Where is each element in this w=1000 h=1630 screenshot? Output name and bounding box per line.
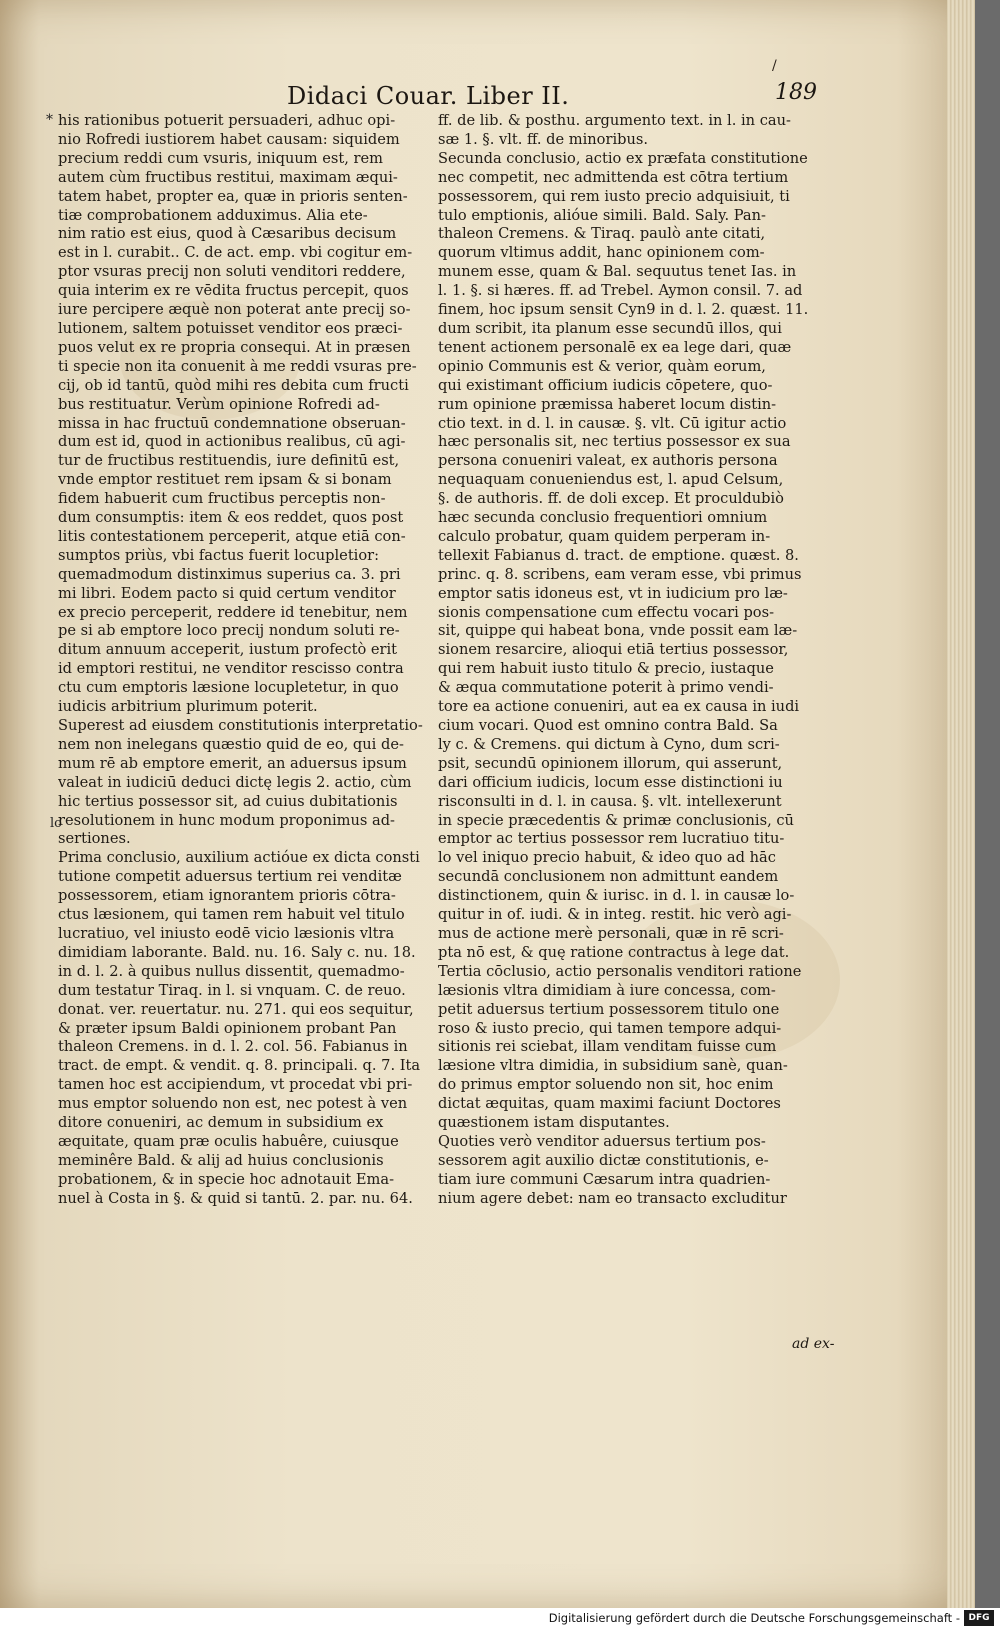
text-line: roso & iusto precio, qui tamen tempore adqui- bbox=[438, 1019, 782, 1037]
text-line: qui existimant officium iudicis cōpetere, quo- bbox=[438, 376, 773, 394]
text-line: emptor satis idoneus est, vt in iudicium pro læ- bbox=[438, 584, 788, 602]
text-line: rum opinione præmissa haberet locum distin- bbox=[438, 395, 777, 413]
text-line: mus emptor soluendo non est, nec potest à ven bbox=[58, 1095, 408, 1113]
text-line: puos velut ex re propria consequi. At in præsen bbox=[58, 338, 411, 356]
text-line: petit aduersus tertium possessorem titulo one bbox=[438, 1000, 780, 1018]
text-line: possessorem, etiam ignorantem prioris cōtra- bbox=[58, 887, 396, 905]
text-line: nem non inelegans quæstio quid de eo, qui de- bbox=[58, 735, 404, 753]
text-line: fidem habuerit cum fructibus perceptis non- bbox=[58, 490, 386, 508]
footer-credit: Digitalisierung gefördert durch die Deutsche Forschungsgemeinschaft - bbox=[548, 1611, 960, 1625]
dfg-logo: DFG bbox=[964, 1610, 994, 1626]
text-line: tamen hoc est accipiendum, vt procedat vbi pri- bbox=[58, 1076, 413, 1094]
text-line: dictat æquitas, quam maximi faciunt Doctores bbox=[438, 1095, 781, 1113]
text-line: sionis compensatione cum effectu vocari pos- bbox=[438, 603, 774, 621]
text-line: pe si ab emptore loco precij nondum soluti re- bbox=[58, 622, 400, 640]
text-line: ex precio perceperit, reddere id tenebitur, nem bbox=[58, 603, 408, 621]
text-line: tenent actionem personalē ex ea lege dari, quæ bbox=[438, 338, 792, 356]
text-line: quorum vltimus addit, hanc opinionem com- bbox=[438, 244, 765, 262]
text-line: munem esse, quam & Bal. sequutus tenet Ias. in bbox=[438, 263, 797, 281]
text-line: Prima conclusio, auxilium actióue ex dicta consti bbox=[58, 849, 420, 867]
text-line: nuel à Costa in §. & quid si tantū. 2. par. nu. 64. bbox=[58, 1189, 413, 1207]
text-line: tulo emptionis, alióue simili. Bald. Saly. Pan- bbox=[438, 206, 766, 224]
text-line: & præter ipsum Baldi opinionem probant Pan bbox=[58, 1019, 397, 1037]
text-line: tiam iure communi Cæsarum intra quadrien- bbox=[438, 1170, 771, 1188]
text-line: lutionem, saltem potuisset venditor eos præci- bbox=[58, 319, 403, 337]
text-line: dum scribit, ita planum esse secundū illos, qui bbox=[438, 319, 782, 337]
text-line: cij, ob id tantū, quòd mihi res debita cum fructi bbox=[58, 376, 409, 394]
text-line: l. 1. §. si hæres. ff. ad Trebel. Aymon consil. 7. ad bbox=[438, 282, 803, 300]
text-line: precium reddi cum vsuris, iniquum est, rem bbox=[58, 149, 383, 167]
text-line: thaleon Cremens. in d. l. 2. col. 56. Fabianus in bbox=[58, 1038, 408, 1056]
text-line: quitur in of. iudi. & in integ. restit. hic verò agi- bbox=[438, 906, 792, 924]
text-line: tiæ comprobationem adduximus. Alia ete- bbox=[58, 206, 368, 224]
page-number: 189 bbox=[775, 80, 817, 105]
text-line: ditum annuum acceperit, iustum profectò erit bbox=[58, 641, 398, 659]
text-line: quæstionem istam disputantes. bbox=[438, 1114, 670, 1132]
text-line: distinctionem, quin & iurisc. in d. l. in causæ lo- bbox=[438, 887, 795, 905]
text-line: sit, quippe qui habeat bona, vnde possit eam læ- bbox=[438, 622, 798, 640]
text-line: mi libri. Eodem pacto si quid certum venditor bbox=[58, 584, 396, 602]
text-line: iudicis arbitrium plurimum poterit. bbox=[58, 698, 318, 716]
text-line: tatem habet, propter ea, quæ in prioris senten- bbox=[58, 187, 408, 205]
text-line: lo vel iniquo precio habuit, & ideo quo ad hāc bbox=[438, 849, 776, 867]
text-line: tutione competit aduersus tertium rei venditæ bbox=[58, 868, 402, 886]
text-line: quia interim ex re vēdita fructus percepit, quos bbox=[58, 282, 409, 300]
text-line: ctu cum emptoris læsione locupletetur, in quo bbox=[58, 679, 399, 697]
text-line: mum rē ab emptore emerit, an aduersus ipsum bbox=[58, 754, 407, 772]
text-line: est in l. curabit.. C. de act. emp. vbi cogitur em- bbox=[58, 244, 413, 262]
text-line: iure percipere æquè non poterat ante precij so- bbox=[58, 301, 411, 319]
text-line: lucratiuo, vel iniusto eodē vicio læsionis vltra bbox=[58, 924, 395, 942]
text-line: possessorem, qui rem iusto precio adquisiuit, ti bbox=[438, 187, 790, 205]
text-line: thaleon Cremens. & Tiraq. paulò ante citati, bbox=[438, 225, 766, 243]
text-line: litis contestationem perceperit, atque etiā con- bbox=[58, 527, 406, 545]
text-line: do primus emptor soluendo non sit, hoc enim bbox=[438, 1076, 774, 1094]
text-line: ditore conueniri, ac demum in subsidium ex bbox=[58, 1114, 384, 1132]
text-line: ptor vsuras precij non soluti venditori reddere, bbox=[58, 263, 406, 281]
text-line: emptor ac tertius possessor rem lucratiuo titu- bbox=[438, 830, 785, 848]
text-line: valeat in iudiciū deduci dictę legis 2. actio, cùm bbox=[58, 773, 412, 791]
text-line: sionem resarcire, alioqui etiā tertius possessor, bbox=[438, 641, 789, 659]
text-line: sumptos priùs, vbi factus fuerit locupletior: bbox=[58, 546, 380, 564]
text-line: risconsulti in d. l. in causa. §. vlt. intellexerunt bbox=[438, 792, 782, 810]
text-line: missa in hac fructuū condemnatione obseruan- bbox=[58, 414, 406, 432]
text-line: hic tertius possessor sit, ad cuius dubitationis bbox=[58, 792, 398, 810]
text-line: dum testatur Tiraq. in l. si vnquam. C. de reuo. bbox=[58, 981, 406, 999]
text-line: id emptori restitui, ne venditor rescisso contra bbox=[58, 660, 404, 678]
text-line: persona conueniri valeat, ex authoris persona bbox=[438, 452, 778, 470]
right-text-column bbox=[438, 112, 810, 1209]
text-line: ctus læsionem, qui tamen rem habuit vel titulo bbox=[58, 906, 405, 924]
text-line: mus de actione merè personali, quæ in rē scri- bbox=[438, 924, 784, 942]
text-line: probationem, & in specie hoc adnotauit Ema- bbox=[58, 1170, 395, 1188]
text-line: ly c. & Cremens. qui dictum à Cyno, dum scri- bbox=[438, 735, 780, 753]
catchword: ad ex- bbox=[792, 1336, 835, 1352]
text-line: pta nō est, & quę ratione contractus à lege dat. bbox=[438, 943, 790, 961]
text-line: calculo probatur, quam quidem perperam in- bbox=[438, 527, 771, 545]
text-line: his rationibus potuerit persuaderi, adhuc opi- bbox=[58, 112, 396, 129]
text-line: opinio Communis est & verior, quàm eorum, bbox=[438, 357, 766, 375]
text-line: secundā conclusionem non admittunt eandem bbox=[438, 868, 779, 886]
text-line: Quoties verò venditor aduersus tertium pos- bbox=[438, 1132, 766, 1150]
asterisk-mark: * bbox=[46, 112, 53, 128]
text-line: princ. q. 8. scribens, eam veram esse, vbi primus bbox=[438, 565, 802, 583]
text-line: in d. l. 2. à quibus nullus dissentit, quemadmo- bbox=[58, 962, 405, 980]
left-text-column bbox=[58, 112, 430, 1209]
text-line: in specie præcedentis & primæ conclusionis, cū bbox=[438, 811, 794, 829]
text-line: sitionis rei sciebat, illam venditam fuisse cum bbox=[438, 1038, 777, 1056]
text-line: dum consumptis: item & eos reddet, quos post bbox=[58, 509, 404, 527]
text-line: læsione vltra dimidia, in subsidium sanè, quan- bbox=[438, 1057, 788, 1075]
text-line: sertiones. bbox=[58, 830, 131, 848]
text-line: ti specie non ita conuenit à me reddi vsuras pre- bbox=[58, 357, 417, 375]
text-line: tore ea actione conueniri, aut ea ex causa in iudi bbox=[438, 698, 800, 716]
margin-note: lo bbox=[50, 816, 62, 831]
text-line: dum est id, quod in actionibus realibus, cū agi- bbox=[58, 433, 406, 451]
text-line: tur de fructibus restituendis, iure definitū est, bbox=[58, 452, 400, 470]
text-line: Tertia cōclusio, actio personalis venditori ratione bbox=[438, 962, 802, 980]
text-line: sæ 1. §. vlt. ff. de minoribus. bbox=[438, 130, 648, 148]
text-line: quemadmodum distinximus superius ca. 3. pri bbox=[58, 565, 401, 583]
text-line: psit, secundū opinionem illorum, qui asserunt, bbox=[438, 754, 783, 772]
text-line: nio Rofredi iustiorem habet causam: siquidem bbox=[58, 130, 400, 148]
text-line: donat. ver. reuertatur. nu. 271. qui eos sequitur, bbox=[58, 1000, 414, 1018]
text-line: §. de authoris. ff. de doli excep. Et proculdubiò bbox=[438, 490, 784, 508]
text-line: nequaquam conueniendus est, l. apud Celsum, bbox=[438, 471, 784, 489]
text-line: sessorem agit auxilio dictæ constitutionis, e- bbox=[438, 1151, 769, 1169]
text-line: bus restituatur. Verùm opinione Rofredi ad- bbox=[58, 395, 380, 413]
page-fore-edge bbox=[947, 0, 975, 1608]
text-line: meminêre Bald. & alij ad huius conclusionis bbox=[58, 1151, 384, 1169]
text-line: dari officium iudicis, locum esse distinctioni iu bbox=[438, 773, 783, 791]
text-line: dimidiam laborante. Bald. nu. 16. Saly c. nu. 18. bbox=[58, 943, 416, 961]
text-line: nim ratio est eius, quod à Cæsaribus decisum bbox=[58, 225, 397, 243]
text-line: tract. de empt. & vendit. q. 8. principali. q. 7. Ita bbox=[58, 1057, 421, 1075]
text-line: vnde emptor restituet rem ipsam & si bonam bbox=[58, 471, 392, 489]
text-line: cium vocari. Quod est omnino contra Bald. Sa bbox=[438, 717, 778, 734]
text-line: hæc secunda conclusio frequentiori omnium bbox=[438, 509, 768, 527]
text-line: nium agere debet: nam eo transacto excluditur bbox=[438, 1189, 787, 1207]
text-line: qui rem habuit iusto titulo & precio, iustaque bbox=[438, 660, 774, 678]
text-line: & æqua commutatione poterit à primo vendi- bbox=[438, 679, 774, 697]
signature-mark: / bbox=[772, 58, 777, 74]
text-line: Superest ad eiusdem constitutionis interpretatio- bbox=[58, 717, 423, 734]
text-line: finem, hoc ipsum sensit Cyn9 in d. l. 2. quæst. 11. bbox=[438, 301, 809, 319]
text-line: resolutionem in hunc modum proponimus ad- bbox=[58, 811, 395, 829]
text-line: hæc personalis sit, nec tertius possessor ex sua bbox=[438, 433, 791, 451]
text-line: nec competit, nec admittenda est cōtra tertium bbox=[438, 168, 789, 186]
text-line: æquitate, quam præ oculis habuêre, cuiusque bbox=[58, 1132, 399, 1150]
running-head: Didaci Couar. Liber II. bbox=[287, 82, 570, 110]
text-line: Secunda conclusio, actio ex præfata constitutione bbox=[438, 149, 808, 167]
text-line: tellexit Fabianus d. tract. de emptione. quæst. 8. bbox=[438, 546, 799, 564]
text-line: læsionis vltra dimidiam à iure concessa, com- bbox=[438, 981, 776, 999]
text-line: ff. de lib. & posthu. argumento text. in l. in cau- bbox=[438, 112, 791, 129]
text-line: autem cùm fructibus restitui, maximam æqui- bbox=[58, 168, 398, 186]
text-line: ctio text. in d. l. in causæ. §. vlt. Cū igitur actio bbox=[438, 414, 787, 432]
